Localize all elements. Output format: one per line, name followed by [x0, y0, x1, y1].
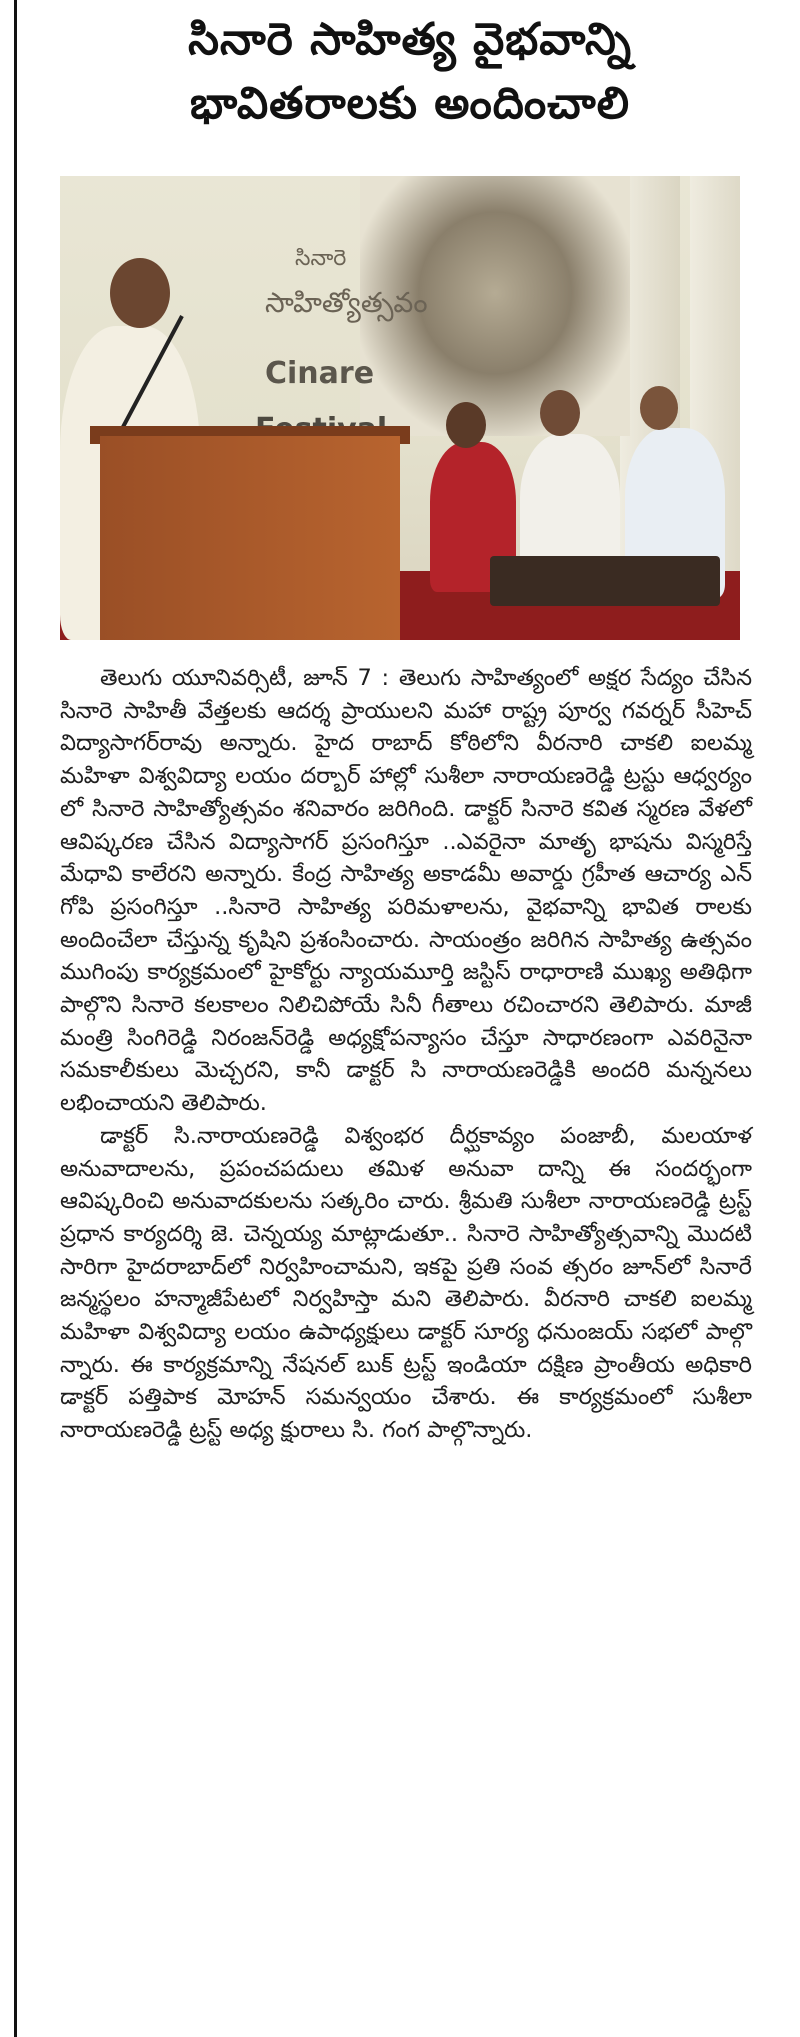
banner-line-1: సినారె	[295, 246, 347, 271]
article-paragraph-2: డాక్టర్ సి.నారాయణరెడ్డి విశ్వంభర దీర్ఘకావ్యం పంజాబీ, మలయాళ అనువాదాలను, ప్రపంచపదులు తమిళ అనువా దాన్ని ఈ సందర్భంగా ఆవిష్కరించి అనువాదకులను సత్కరిం చారు. శ్రీమతి సుశీలా నారాయణరెడ్డి ట్రస్ట్ ప్రధాన కార్యదర్శి జె. చెన్నయ్య మాట్లాడుతూ.. సినారె సాహిత్యోత్సవాన్ని మొదటి సారిగా హైదరాబాద్‌లో నిర్వహించామని, ఇకపై ప్రతి సంవ త్సరం జూన్‌లో సినారే జన్మస్థలం హన్మాజీపేటలో నిర్వహిస్తా మని తెలిపారు. వీరనారి చాకలి ఐలమ్మ మహిళా విశ్వవిద్యా లయం ఉపాధ్యక్షులు డాక్టర్ సూర్య ధనుంజయ్ సభలో పాల్గొ న్నారు. ఈ కార్యక్రమాన్ని నేషనల్ బుక్ ట్రస్ట్ ఇండియా దక్షిణ ప్రాంతీయ అధికారి డాక్టర్ పత్తిపాక మోహన్ సమన్వయం చేశారు. ఈ కార్యక్రమంలో సుశీలా నారాయణరెడ్డి ట్రస్ట్ అధ్య క్షురాలు సి. గంగ పాల్గొన్నారు.	[60, 1122, 752, 1444]
event-photo	[60, 176, 740, 640]
seated-guest-head	[540, 390, 580, 436]
banner-line-2: సాహిత్యోత్సవం	[265, 286, 428, 319]
banner-line-3: Cinare	[265, 356, 375, 391]
headline-line-2: భావితరాలకు అందించాలి	[190, 78, 630, 129]
headline	[40, 8, 780, 136]
article-body	[60, 662, 752, 1447]
seated-guest-head	[640, 386, 678, 430]
seated-guest-head	[446, 402, 486, 448]
podium	[100, 436, 400, 640]
article-paragraph-1: తెలుగు యూనివర్సిటీ, జూన్ 7 : తెలుగు సాహిత్యంలో అక్షర సేద్యం చేసిన సినారె సాహితీ వేత్తలకు ఆదర్శ ప్రాయులని మహా రాష్ట్ర పూర్వ గవర్నర్ సీహెచ్ విద్యాసాగర్‌రావు అన్నారు. హైద రాబాద్ కోఠిలోని వీరనారి చాకలి ఐలమ్మ మహిళా విశ్వవిద్యా లయం దర్బార్ హాల్లో సుశీలా నారాయణరెడ్డి ట్రస్టు ఆధ్వర్యం లో సినారె సాహిత్యోత్సవం శనివారం జరిగింది. డాక్టర్ సినారె కవిత స్మరణ వేళలో ఆవిష్కరణ చేసిన విద్యాసాగర్ ప్రసంగిస్తూ ..ఎవరైనా మాతృ భాషను విస్మరిస్తే మేధావి కాలేరని అన్నారు. కేంద్ర సాహిత్య అకాడమీ అవార్డు గ్రహీత ఆచార్య ఎన్ గోపి ప్రసంగిస్తూ ..సినారె సాహిత్య పరిమళాలను, వైభవాన్ని భావిత రాలకు అందించేలా చేస్తున్న కృషిని ప్రశంసించారు. సాయంత్రం జరిగిన సాహిత్య ఉత్సవం ముగింపు కార్యక్రమంలో హైకోర్టు న్యాయమూర్తి జస్టిస్ రాధారాణి ముఖ్య అతిథిగా పాల్గొని సినారె కలకాలం నిలిచిపోయే సినీ గీతాలు రచించారని తెలిపారు. మాజీ మంత్రి సింగిరెడ్డి నిరంజన్‌రెడ్డి అధ్యక్షోపన్యాసం చేస్తూ సాధారణంగా ఎవరినైనా సమకాలీకులు మెచ్చరని, కానీ డాక్టర్ సి నారాయణరెడ్డికి అందరి మన్ననలు లభించాయని తెలిపారు.	[60, 665, 752, 1117]
headline-line-1: సినారె సాహిత్య వైభవాన్ని	[188, 14, 632, 65]
speaker-head	[110, 258, 170, 328]
stage-table	[490, 556, 720, 606]
column-rule	[14, 0, 17, 2037]
